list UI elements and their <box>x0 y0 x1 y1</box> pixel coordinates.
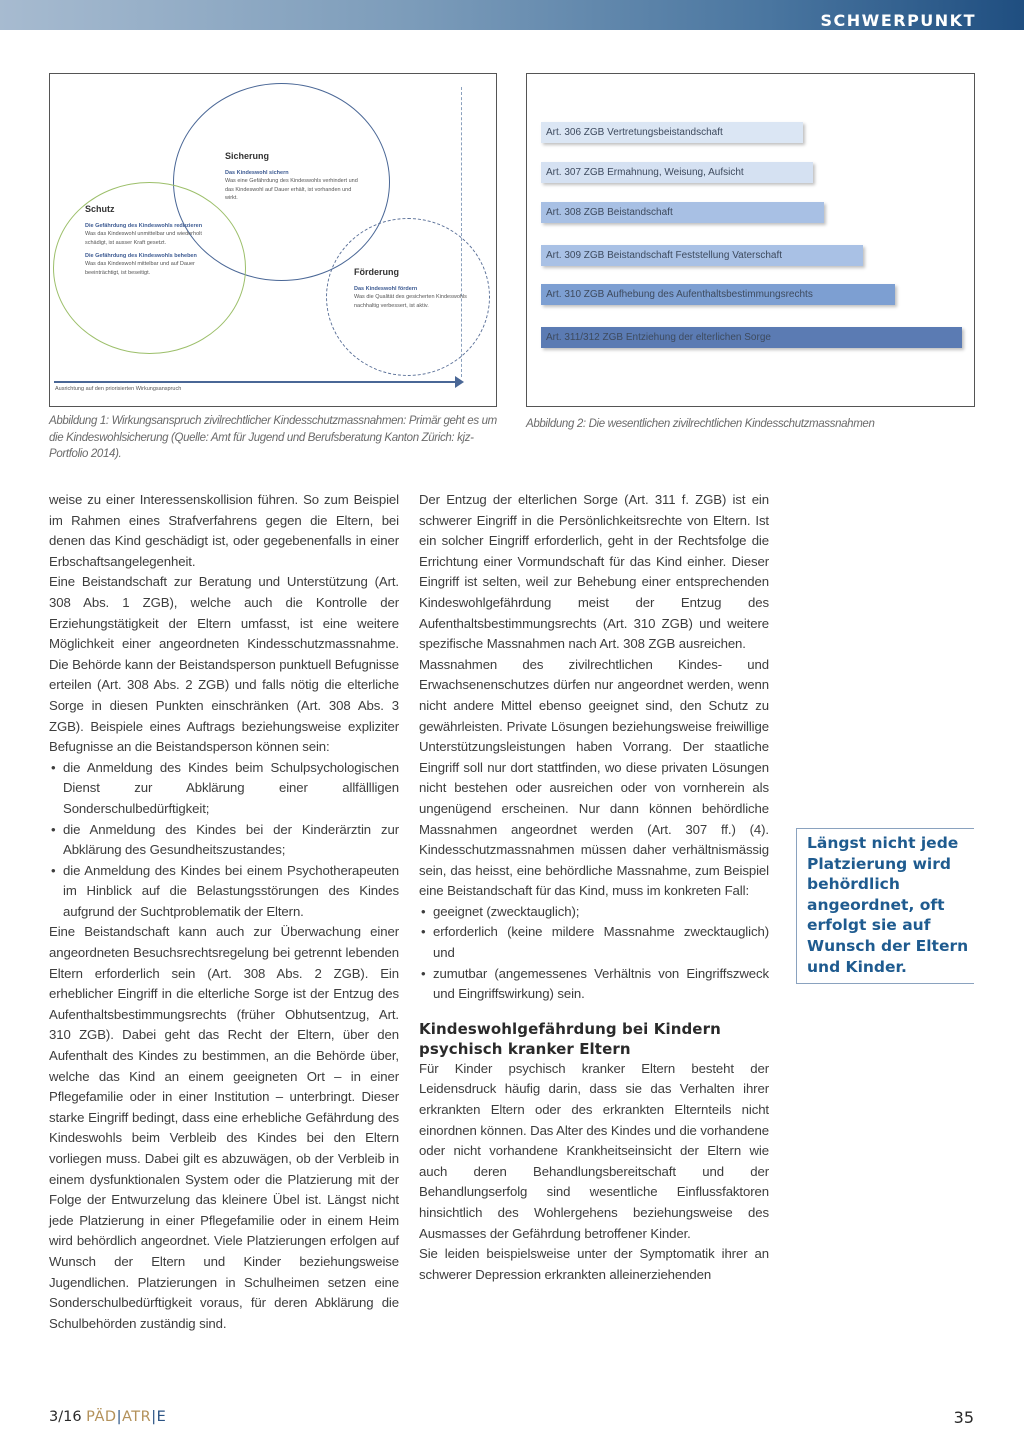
bar-art-308: Art. 308 ZGB Beistandschaft <box>541 202 824 223</box>
bullet-list <box>49 758 399 923</box>
header-banner <box>0 0 1024 30</box>
schutz-subtitle-1: Die Gefährdung des Kindeswohls reduzieren <box>85 223 203 229</box>
foerderung-title: Förderung <box>354 267 399 277</box>
paragraph: Der Entzug der elterlichen Sorge (Art. 311 f. ZGB) ist ein schwerer Eingriff in die Persönlichkeitsrechte von Eltern. Ist ein solcher Eingriff erforderlich, geht in der Rechtsfolge die Errichtung einer Vormundschaft für das Kind einher. Dieser Eingriff ist selten, weil zur Behebung einer entsprechenden Kindeswohlgefährdung meist der Entzug des Aufenthaltsbestimmungsrechts (Art. 310 ZGB) und weitere spezifische Massnahmen nach Art. 308 ZGB ausreichen. <box>419 492 769 652</box>
schutz-text-2: Was das Kindeswohl mittelbar und auf Dauer beeinträchtigt, ist beseitigt. <box>85 261 195 276</box>
list-item: • die Anmeldung des Kindes bei einem Psychotherapeuten im Hinblick auf die Belastungsstörungen des Kindes aufgrund der Suchtproblematik der Eltern. <box>49 861 399 923</box>
footer-issue <box>49 1409 166 1425</box>
bar-art-307: Art. 307 ZGB Ermahnung, Weisung, Aufsicht <box>541 162 813 183</box>
foerderung-subtitle: Das Kindeswohl fördern <box>354 286 418 292</box>
section-heading: Kindeswohlgefährdung bei Kindern psychisch kranker Eltern <box>419 1019 721 1058</box>
axis-arrow-line <box>54 381 462 383</box>
pull-quote: Längst nicht jede Platzierung wird behördlich angeordnet, oft erfolgt sie auf Wunsch der Eltern und Kinder. <box>796 828 974 984</box>
foerderung-text: Was die Qualität des gesicherten Kindeswohls nachhaltig verbessert, ist aktiv. <box>354 294 467 309</box>
paragraph: weise zu einer Interessenskollision führen. So zum Beispiel im Rahmen eines Strafverfahrens gegen die Eltern, bei denen das Kind geschädigt ist, oder gegebenenfalls in einer Erbschaftsangelegenheit. <box>49 492 399 569</box>
figure-2-diagram <box>526 73 975 407</box>
list-item: • die Anmeldung des Kindes bei der Kinderärztin zur Abklärung des Gesundheitszustandes; <box>49 820 399 861</box>
sicherung-subtitle: Das Kindeswohl sichern <box>225 170 289 176</box>
bullet-list <box>419 902 769 1005</box>
arrow-right-icon <box>455 376 464 388</box>
issue-number: 3/16 <box>49 1409 82 1425</box>
block-sicherung <box>225 151 365 208</box>
schutz-title: Schutz <box>85 204 115 214</box>
bar-art-311-312: Art. 311/312 ZGB Entziehung der elterlichen Sorge <box>541 327 962 348</box>
block-foerderung <box>354 267 474 315</box>
figure-1-diagram <box>49 73 497 407</box>
sicherung-title: Sicherung <box>225 151 270 161</box>
paragraph: Eine Beistandschaft zur Beratung und Unterstützung (Art. 308 Abs. 1 ZGB), welche auch die Kontrolle der Erziehungstätigkeit der Eltern umfasst, ist eine weitere Möglichkeit einer angeordneten Kindesschutzmassnahme. Die Behörde kann der Beistandsperson punktuell Befugnisse erteilen (Art. 308 Abs. 2 ZGB) und falls nötig die elterliche Sorge in diesen Punkten einschränken (Art. 308 Abs. 3 ZGB). Beispiele eines Auftrags beziehungsweise expliziter Befugnisse an die Beistandsperson können sein: <box>49 574 399 755</box>
list-item: • geeignet (zwecktauglich); <box>419 902 769 923</box>
bar-art-309: Art. 309 ZGB Beistandschaft Feststellung Vaterschaft <box>541 245 863 266</box>
bar-art-306: Art. 306 ZGB Vertretungsbeistandschaft <box>541 122 803 143</box>
axis-label: Ausrichtung auf den priorisierten Wirkungsanspruch <box>55 386 182 392</box>
paragraph: Für Kinder psychisch kranker Eltern besteht der Leidensdruck häufig darin, dass sie das Verhalten ihrer erkrankten Eltern oder des erkrankten Elternteils nicht einordnen können. Das Alter des Kindes und die vorhandene oder nicht vorhandene Krankheitseinsicht der Eltern wie auch deren Behandlungsbereitschaft und der Behandlungserfolg sind wesentliche Einflussfaktoren hinsichtlich des Wohlergehens beziehungsweise des Ausmasses der Gefährdung betroffener Kinder. <box>419 1060 769 1241</box>
paragraph: Sie leiden beispielsweise unter der Symptomatik ihrer an schwerer Depression erkrankten alleinerziehenden <box>419 1246 769 1282</box>
sicherung-text: Was eine Gefährdung des Kindeswohls verhindert und das Kindeswohl auf Dauer erhält, ist vorhanden und wirkt. <box>225 178 358 201</box>
page-number: 35 <box>953 1408 974 1427</box>
paragraph: Eine Beistandschaft kann auch zur Überwachung einer angeordneten Besuchsrechtsregelung bei getrennt lebenden Eltern erforderlich sein (Art. 308 Abs. 2 ZGB). Ein erheblicher Eingriff in die elterliche Sorge ist der Entzug des Aufenthaltsbestimmungsrechts (früher Obhutsentzug, Art. 310 ZGB). Dabei geht das Recht der Eltern, über den Aufenthalt des Kindes zu bestimmen, an die Behörde über, welche das Kind an einem geeigneten Ort – in einer Pflegefamilie oder in einer Institution – unterbringt. Dieser starke Eingriff bedingt, dass eine erhebliche Gefährdung des Kindeswohls beim Verbleib des Kindes bei den Eltern vorliegen muss. Dabei gilt es abzuwägen, ob der Verbleib in einem dysfunktionalen System oder die Platzierung mit der Folge der Entwurzelung das kleinere Übel ist. Längst nicht jede Platzierung in einer Pflegefamilie oder in einem Heim wird behördlich angeordnet. Viele Platzierungen erfolgen auf Wunsch der Eltern und Kinder beziehungsweise Jugendlichen. Platzierungen in Schulheimen setzen eine Sonderschulbedürftigkeit voraus, für deren Abklärung die Schulbehörden zuständig sind. <box>49 924 399 1331</box>
list-item: • erforderlich (keine mildere Massnahme zwecktauglich) und <box>419 922 769 963</box>
journal-logo: PÄD|ATR|E <box>86 1409 167 1425</box>
list-item: • zumutbar (angemessenes Verhältnis von Eingriffszweck und Eingriffswirkung) sein. <box>419 964 769 1005</box>
block-schutz <box>85 204 210 282</box>
article-column-middle <box>419 490 769 1285</box>
figure-2-caption: Abbildung 2: Die wesentlichen zivilrechtlichen Kindesschutzmassnahmen <box>526 418 875 430</box>
article-column-left <box>49 490 399 1334</box>
figure-1-caption: Abbildung 1: Wirkungsanspruch zivilrechtlicher Kindesschutzmassnahmen: Primär geht es um die Kindeswohlsicherung (Quelle: Amt für Jugend und Berufsberatung Kanton Zürich: kjz-Portfolio 2014). <box>49 415 497 460</box>
list-item: • die Anmeldung des Kindes beim Schulpsychologischen Dienst zur Abklärung einer allfällligen Sonderschulbedürftigkeit; <box>49 758 399 820</box>
schutz-text-1: Was das Kindeswohl unmittelbar und wiederholt schädigt, ist ausser Kraft gesetzt. <box>85 231 202 246</box>
paragraph: Massnahmen des zivilrechtlichen Kindes- und Erwachsenenschutzes dürfen nur angeordnet werden, wenn nicht andere Mittel ebenso geeignet sind, den Schutz zu gewährleisten. Private Lösungen beziehungsweise freiwillige Unterstützungsleistungen haben Vorrang. Der staatliche Eingriff soll nur dort stattfinden, wo diese privaten Lösungen nicht bestehen oder ausreichen oder von vornherein als ungenügend erscheinen. Nur dann können behördliche Massnahmen angeordnet werden (Art. 307 ff.) (4). Kindesschutzmassnahmen müssen daher verhältnismässig sein, das heisst, eine behördliche Massnahme, zum Beispiel eine Beistandschaft für das Kind, muss im konkreten Fall: <box>419 656 769 899</box>
bar-art-310: Art. 310 ZGB Aufhebung des Aufenthaltsbestimmungsrechts <box>541 284 895 305</box>
schutz-subtitle-2: Die Gefährdung des Kindeswohls beheben <box>85 253 197 259</box>
section-title: SCHWERPUNKT <box>820 11 976 30</box>
